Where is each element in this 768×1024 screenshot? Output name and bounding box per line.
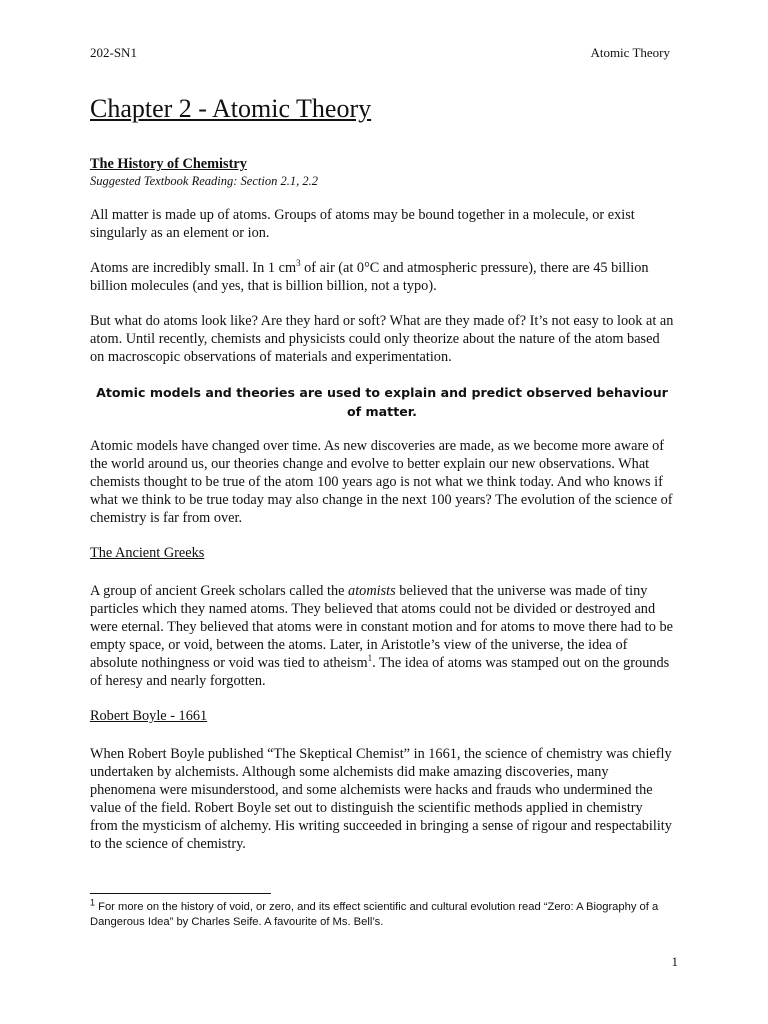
paragraph-boyle: When Robert Boyle published “The Skeptical Chemist” in 1661, the science of chemistry was chiefly undertaken by alchemists. Although some alchemists did make amazing discoveries, many phenomena were misunderstood, and some alchemists were hacks and frauds who undermined the value of the field. Robert Boyle set out to distinguish the scientific methods applied in chemistry from the mysticism of alchemy. His writing succeeded in bringing a sense of rigour and respectability to the science of chemistry. [90, 746, 672, 852]
paragraph-matter: All matter is made up of atoms. Groups of atoms may be bound together in a molecule, or exist singularly as an element or ion. [90, 207, 635, 241]
header-topic: Atomic Theory [590, 45, 670, 60]
footnote-divider [90, 893, 271, 894]
paragraph-greeks-part2: believed that the universe was made of tiny particles which they named atoms. They believed that atoms could not be divided or destroyed and were eternal. They believed that atoms were in constant motion and for atoms to move there had to be empty space, or void, between the atoms. Later, in Aristotle’s view of the universe, the idea of absolute nothingness or void was tied to atheism [90, 583, 673, 671]
page-number: 1 [671, 954, 678, 969]
section-heading-history: The History of Chemistry [90, 156, 247, 172]
header-course-code: 202-SN1 [90, 45, 137, 60]
suggested-reading: Suggested Textbook Reading: Section 2.1, 2.2 [90, 174, 318, 188]
key-statement: Atomic models and theories are used to explain and predict observed behaviour of matter. [96, 385, 668, 419]
body-content [90, 156, 674, 853]
chapter-title: Chapter 2 - Atomic Theory [90, 94, 372, 123]
footnote-reference: 1 [367, 653, 373, 664]
superscript-cubed: 3 [296, 258, 301, 269]
footnote-mark: 1 [90, 897, 96, 908]
term-atomists: atomists [348, 583, 396, 599]
paragraph-greeks [90, 582, 674, 690]
section-heading-greeks: The Ancient Greeks [90, 545, 205, 561]
paragraph-greeks-part3: . The idea of atoms was stamped out on the grounds of heresy and nearly forgotten. [90, 655, 670, 689]
footnote-text: For more on the history of void, or zero, and its effect scientific and cultural evolution read “Zero: A Biography of a Dangerous Idea” by Charles Seife. A favourite of Ms. Bell’s. [90, 901, 659, 928]
paragraph-models-change: Atomic models have changed over time. As new discoveries are made, as we become more aware of the world around us, our theories change and evolve to better explain our new observations. What chemists thought to be true of the atom 100 years ago is not what we think today. And who knows if what we think to be true today may also change in the next 100 years? The evolution of the science of chemistry is far from over. [90, 438, 673, 526]
paragraph-atom-size-part1: Atoms are incredibly small. In 1 cm [90, 260, 297, 276]
paragraph-atom-size-part2: of air (at 0°C and atmospheric pressure), there are 45 billion billion molecules (and yes, that is billion billion, not a typo). [90, 260, 649, 294]
paragraph-greeks-part1: A group of ancient Greek scholars called the [90, 583, 349, 599]
section-heading-boyle: Robert Boyle - 1661 [90, 708, 208, 724]
footnote [90, 897, 674, 930]
paragraph-atom-questions: But what do atoms look like? Are they hard or soft? What are they made of? It’s not easy to look at an atom. Until recently, chemists and physicists could only theorize about the nature of the atom based on macroscopic observations of materials and experimentation. [90, 313, 674, 365]
paragraph-atom-size [90, 259, 674, 295]
